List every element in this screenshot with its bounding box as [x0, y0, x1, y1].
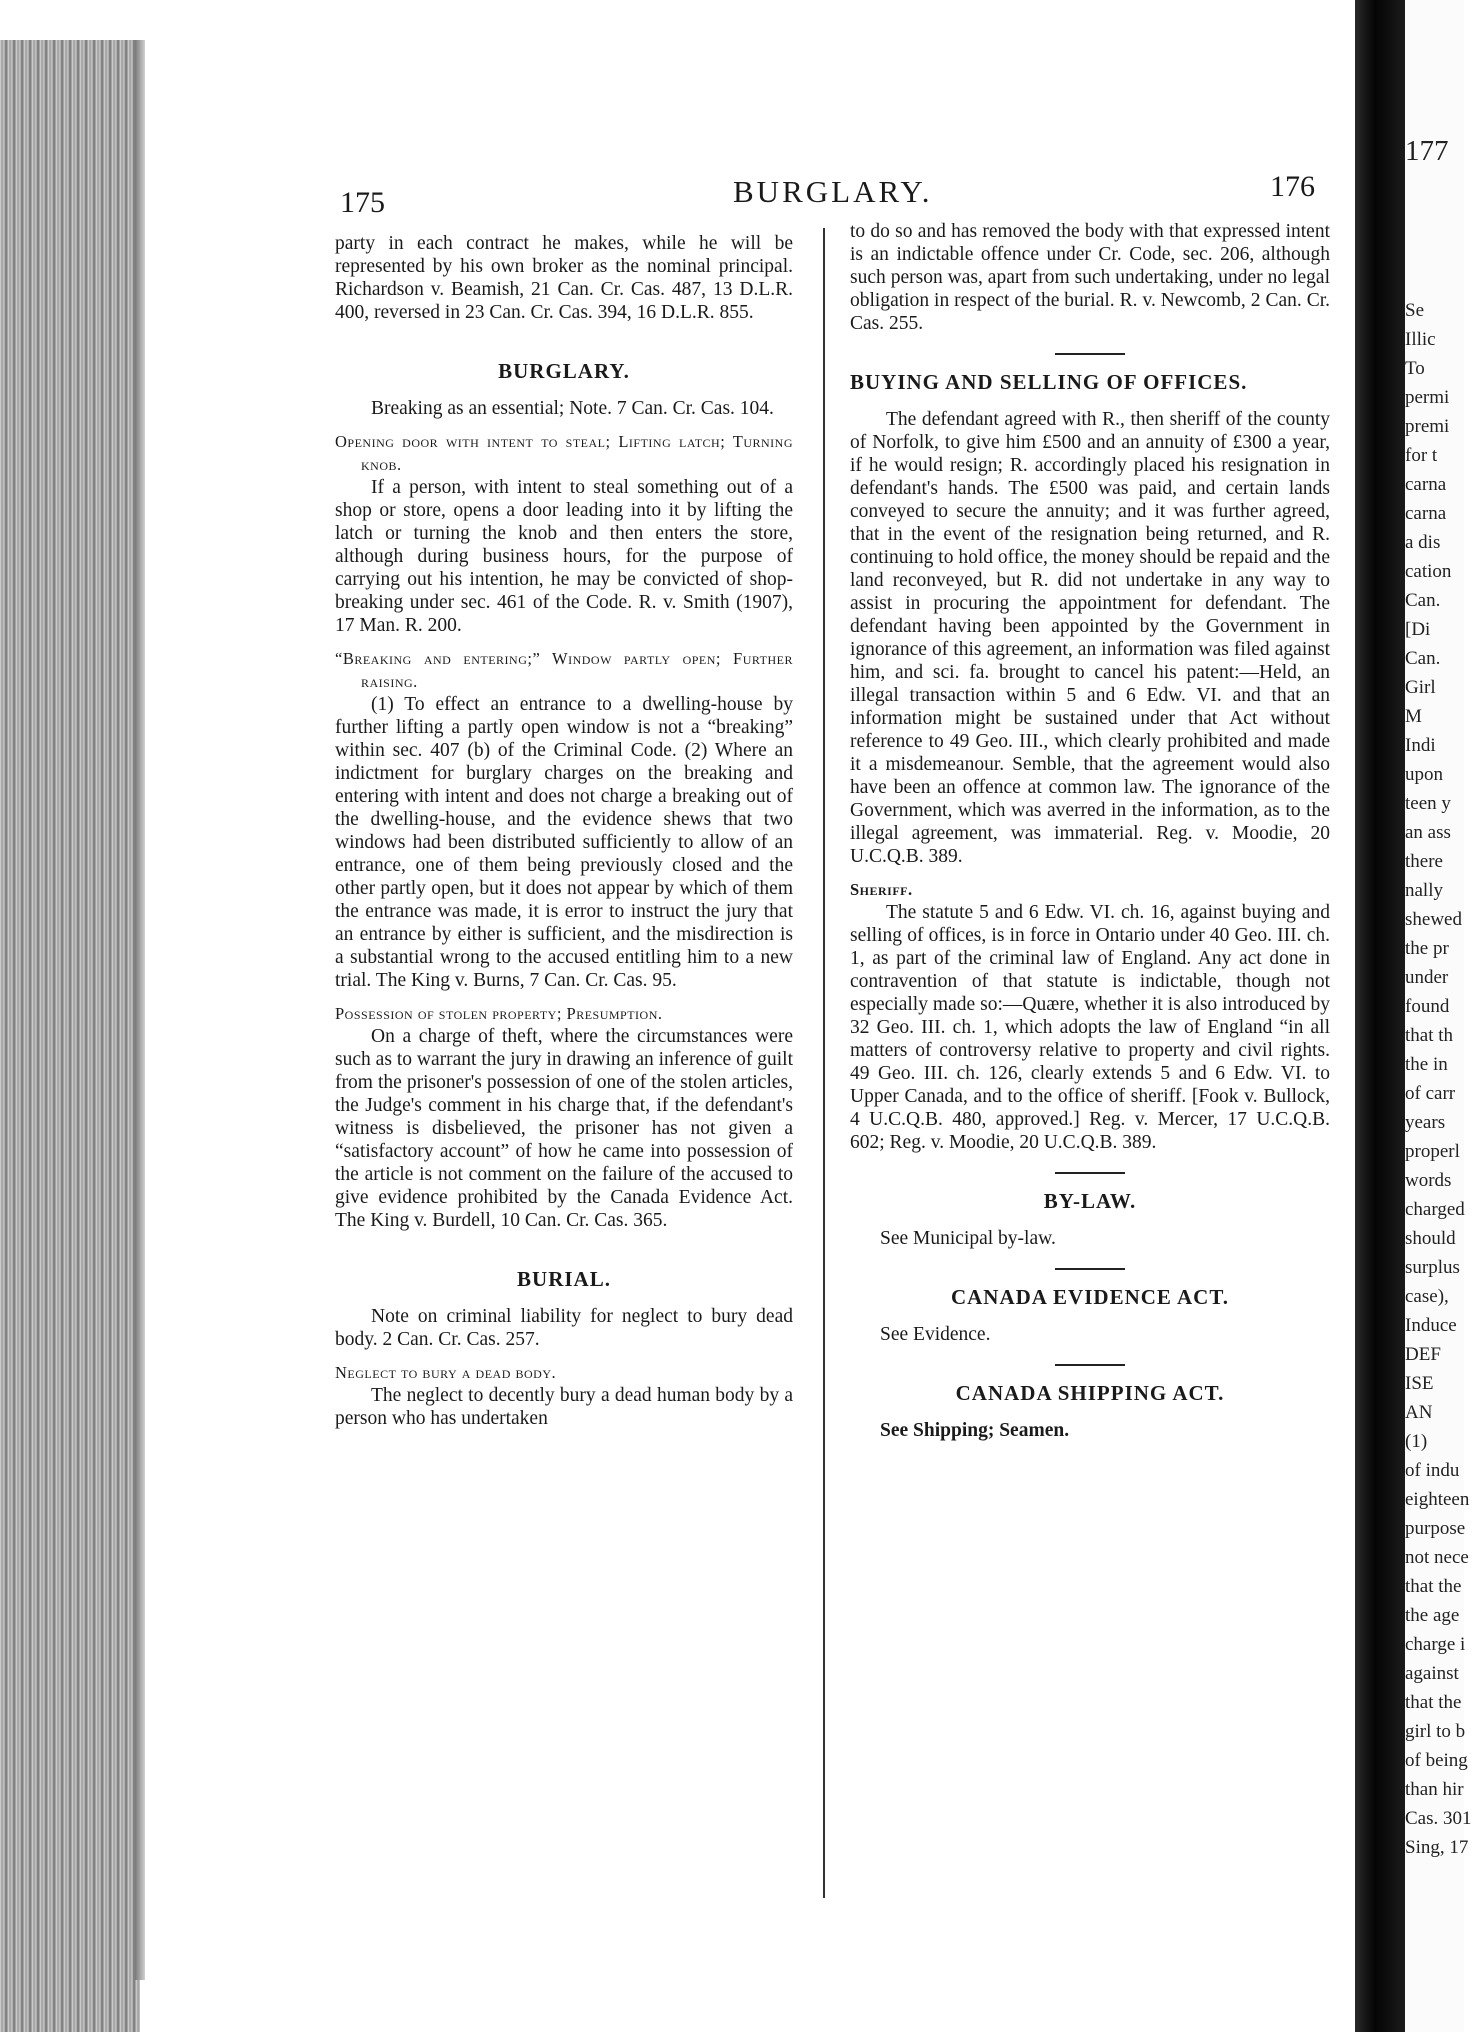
intro-text: party in each contract he makes, while he will be represented by his own broker as the nominal principal. Richardson v. Beamish, 21 Can. Cr. Cas. 487, 13 D.L.R. 400, reversed in 23 Can. Cr. Cas. 394, 16 D.L.R. 855.: [335, 233, 793, 323]
next-page-text-fragment: Indi: [1405, 735, 1436, 756]
page-header: [145, 170, 1355, 220]
subheading-opening-door: Opening door with intent to steal; Lifting latch; Turning knob.: [335, 432, 793, 474]
burglary-note: Breaking as an essential; Note. 7 Can. Cr. Cas. 104.: [371, 398, 774, 419]
section-title-offices: BUYING AND SELLING OF OFFICES.: [850, 370, 1248, 394]
next-page-text-fragment: a dis: [1405, 532, 1441, 553]
next-page-text-fragment: surplus: [1405, 1257, 1460, 1278]
see-reference-evidence: See Evidence.: [880, 1324, 991, 1345]
section-title-burglary: BURGLARY.: [498, 359, 630, 383]
next-page-text-fragment: carna: [1405, 474, 1447, 495]
next-page-text-fragment: permi: [1405, 387, 1450, 408]
section-rule: [1055, 353, 1125, 355]
section-title-shipping: CANADA SHIPPING ACT.: [955, 1381, 1225, 1405]
next-page-text-fragment: eighteen: [1405, 1489, 1470, 1510]
section-title-burial: BURIAL.: [517, 1267, 611, 1291]
next-page-text-fragment: Induce: [1405, 1315, 1457, 1336]
next-page-text-fragment: there: [1405, 851, 1443, 872]
book-gutter: [1355, 0, 1405, 2032]
next-page-text-fragment: the pr: [1405, 938, 1449, 959]
next-page-text-fragment: under: [1405, 967, 1449, 988]
see-reference-bylaw: See Municipal by-law.: [880, 1228, 1056, 1249]
next-page-text-fragment: Se: [1405, 300, 1424, 321]
paragraph-neglect-bury: The neglect to decently bury a dead human body by a person who has undertaken: [335, 1385, 793, 1429]
paragraph-opening-door: If a person, with intent to steal something out of a shop or store, opens a door leading into it by lifting the latch or turning the knob and then enters the store, although during business hours, for the purpose of carrying out his intention, he may be convicted of shop-breaking under sec. 461 of the Code. R. v. Smith (1907), 17 Man. R. 200.: [335, 477, 793, 636]
section-rule: [1055, 1172, 1125, 1174]
next-page-text-fragment: Cas. 301: [1405, 1808, 1472, 1829]
next-page-text-fragment: (1): [1405, 1431, 1428, 1452]
next-page-text-fragment: case),: [1405, 1286, 1449, 1307]
subheading-stolen-property: Possession of stolen property; Presumption.: [335, 1004, 663, 1023]
next-page-text-fragment: charged: [1405, 1199, 1465, 1220]
next-page-text-fragment: M: [1405, 706, 1422, 727]
next-page-fragment: [1405, 0, 1472, 2032]
subheading-breaking-entering: “Breaking and entering;” Window partly open; Further raising.: [335, 649, 793, 691]
book-page: [145, 0, 1355, 2032]
next-page-text-fragment: that th: [1405, 1025, 1454, 1046]
section-title-evidence: CANADA EVIDENCE ACT.: [950, 1285, 1230, 1309]
next-page-text-fragment: of being: [1405, 1750, 1468, 1771]
next-page-text-fragment: [Di: [1405, 619, 1431, 640]
next-page-text-fragment: of indu: [1405, 1460, 1460, 1481]
top-margin: [0, 0, 150, 40]
next-page-text-fragment: Can.: [1405, 590, 1441, 611]
next-page-text-fragment: that the: [1405, 1692, 1462, 1713]
page-number-right: 176: [1270, 170, 1315, 203]
next-page-text-fragment: years: [1405, 1112, 1446, 1133]
continued-text: to do so and has removed the body with that expressed intent is an indictable offence under Cr. Code, sec. 206, although such person was, apart from such undertaking, under no legal obligation in respect of the burial. R. v. Newcomb, 2 Can. Cr. Cas. 255.: [850, 221, 1330, 334]
next-page-text-fragment: cation: [1405, 561, 1452, 582]
subheading-sheriff: Sheriff.: [850, 880, 913, 899]
next-page-text-fragment: Illic: [1405, 329, 1436, 350]
next-page-text-fragment: properl: [1405, 1141, 1460, 1162]
paragraph-breaking-entering: (1) To effect an entrance to a dwelling-house by further lifting a partly open window is not a “breaking” within sec. 407 (b) of the Criminal Code. (2) Where an indictment for burglary charges on the breaking and entering with intent and does not charge a breaking out of the dwelling-house, and the evidence shews that two windows had been distributed sufficiently to allow of an entrance, one of them being previously closed and the other partly open, but it does not appear by which of them the entrance was made, it is error to instruct the jury that an entrance by either is sufficient, and the misdirection is a substantial wrong to the accused entitling him to a new trial. The King v. Burns, 7 Can. Cr. Cas. 95.: [335, 694, 793, 991]
next-page-text-fragment: an ass: [1405, 822, 1451, 843]
next-page-text-fragment: ISE: [1405, 1373, 1434, 1394]
next-page-text-fragment: the age: [1405, 1605, 1460, 1626]
section-title-bylaw: BY-LAW.: [1043, 1189, 1137, 1213]
next-page-text-fragment: Can.: [1405, 648, 1441, 669]
next-page-text-fragment: nally: [1405, 880, 1443, 901]
next-page-text-fragment: Sing, 17: [1405, 1837, 1469, 1858]
next-page-text-fragment: Girl: [1405, 677, 1436, 698]
next-page-text-fragment: for t: [1405, 445, 1438, 466]
next-page-text-fragment: the in: [1405, 1054, 1448, 1075]
paragraph-offices: The defendant agreed with R., then sheriff of the county of Norfolk, to give him £500 and an annuity of £300 a year, if he would resign; R. accordingly placed his resignation in defendant's hands. The £500 was paid, and certain lands conveyed to secure the annuity; and it was further agreed, that in the event of the resignation being returned, and R. continuing to hold office, the money should be repaid and the land reconveyed, but R. did not undertake in any way to assist in procuring the appointment for defendant. The defendant having been appointed by the Government in ignorance of this agreement, an information was filed against him, and sci. fa. brought to cancel his patent:—Held, an illegal transaction within 5 and 6 Edw. VI. and that an information might be sustained under that Act without reference to 49 Geo. III., which clearly prohibited and made it a misdemeanour. Semble, that the agreement would also have been an offence at common law. The ignorance of the Government, which was averred in the information, as to the illegal agreement, was immaterial. Reg. v. Moodie, 20 U.C.Q.B. 389.: [850, 409, 1330, 867]
next-page-text-fragment: than hir: [1405, 1779, 1464, 1800]
next-page-text-fragment: carna: [1405, 503, 1447, 524]
next-page-text-fragment: To: [1405, 358, 1425, 379]
page-number-left: 175: [340, 186, 385, 219]
next-page-text-fragment: found: [1405, 996, 1450, 1017]
next-page-text-fragment: words: [1405, 1170, 1452, 1191]
burial-note: Note on criminal liability for neglect to bury dead body. 2 Can. Cr. Cas. 257.: [335, 1306, 793, 1350]
right-column: [850, 220, 1330, 1442]
next-page-text-fragment: charge i: [1405, 1634, 1466, 1655]
paragraph-stolen-property: On a charge of theft, where the circumstances were such as to warrant the jury in drawing an inference of guilt from the prisoner's possession of one of the stolen articles, the Judge's comment in his charge that, if the defendant's witness is disbelieved, the prisoner has not given a “satisfactory account” of how he came into possession of the article is not comment on the failure of the accused to give evidence prohibited by the Canada Evidence Act. The King v. Burdell, 10 Can. Cr. Cas. 365.: [335, 1026, 793, 1231]
book-page-edges: [0, 0, 140, 2032]
next-page-text-fragment: premi: [1405, 416, 1450, 437]
column-divider: [823, 228, 825, 1898]
next-page-number: 177: [1405, 135, 1449, 167]
see-reference-shipping: See Shipping; Seamen.: [880, 1420, 1070, 1441]
section-rule: [1055, 1268, 1125, 1270]
next-page-text-fragment: that the: [1405, 1576, 1462, 1597]
left-column: [335, 232, 793, 1430]
next-page-text-fragment: AN: [1405, 1402, 1433, 1423]
next-page-text-fragment: purpose: [1405, 1518, 1466, 1539]
next-page-text-fragment: upon: [1405, 764, 1443, 785]
next-page-text-fragment: of carr: [1405, 1083, 1456, 1104]
subheading-neglect-bury: Neglect to bury a dead body.: [335, 1363, 557, 1382]
next-page-text-fragment: teen y: [1405, 793, 1451, 814]
running-title: BURGLARY.: [733, 174, 933, 209]
next-page-text-fragment: DEF: [1405, 1344, 1441, 1365]
next-page-text-fragment: should: [1405, 1228, 1456, 1249]
paragraph-sheriff: The statute 5 and 6 Edw. VI. ch. 16, against buying and selling of offices, is in force in Ontario under 40 Geo. III. ch. 1, as part of the criminal law of England. Any act done in contravention of that statute is indictable, though not especially made so:—Quære, whether it is also introduced by 32 Geo. III. ch. 1, which adopts the law of England “in all matters of controversy relative to property and civil rights. 49 Geo. III. ch. 126, clearly extends 5 and 6 Edw. VI. to Upper Canada, and to the office of sheriff. [Fook v. Bullock, 4 U.C.Q.B. 480, approved.] Reg. v. Mercer, 17 U.C.Q.B. 602; Reg. v. Moodie, 20 U.C.Q.B. 389.: [850, 902, 1330, 1153]
section-rule: [1055, 1364, 1125, 1366]
next-page-text-fragment: shewed: [1405, 909, 1462, 930]
next-page-text-fragment: girl to b: [1405, 1721, 1466, 1742]
next-page-text-fragment: not nece: [1405, 1547, 1469, 1568]
page-edge-shadow: [135, 40, 145, 1980]
next-page-text-fragment: against: [1405, 1663, 1459, 1684]
